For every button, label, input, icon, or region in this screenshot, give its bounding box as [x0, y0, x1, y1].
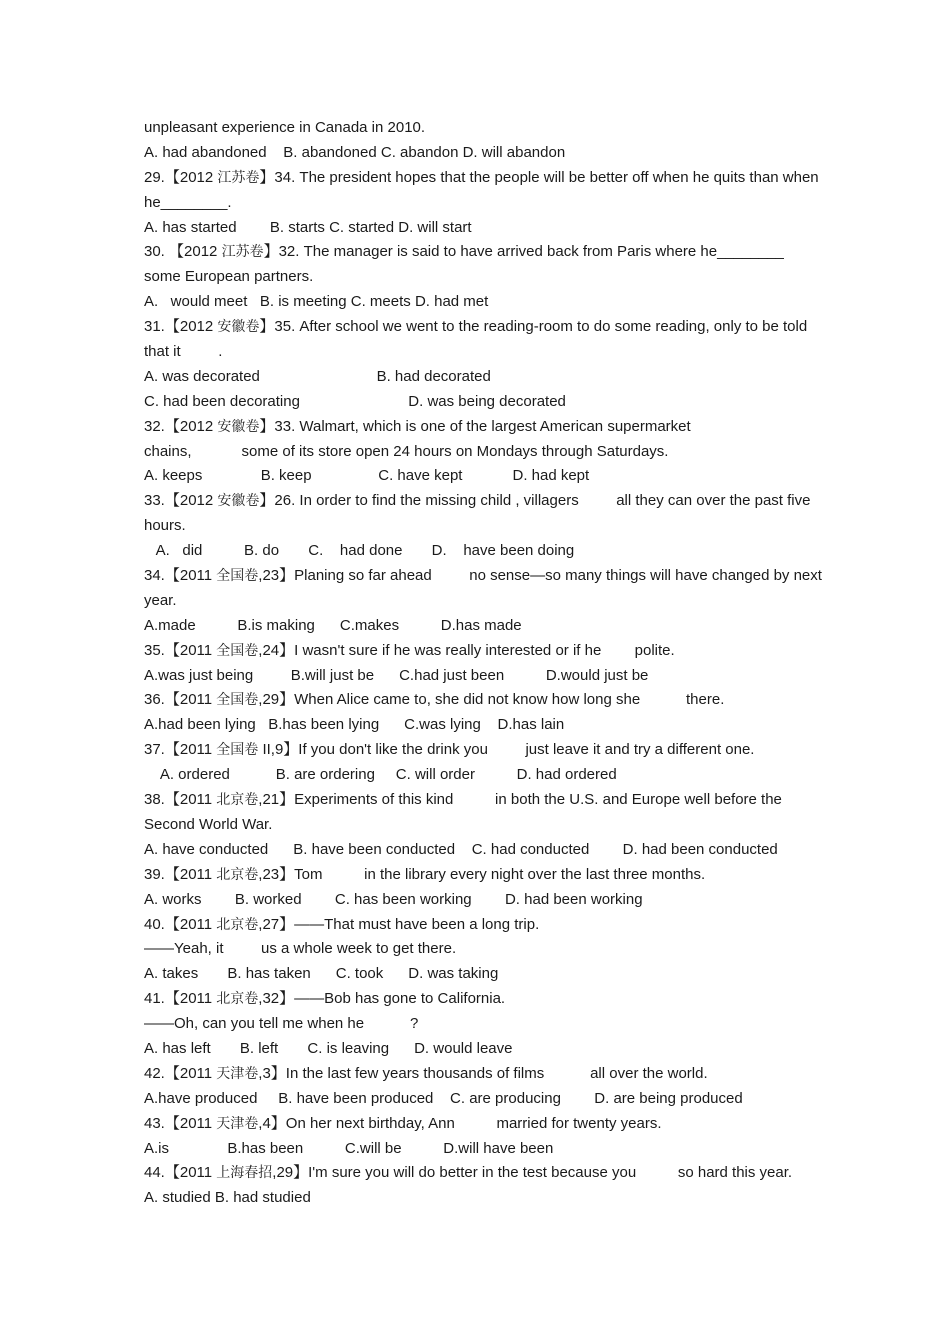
document-body — [144, 116, 822, 1211]
answer-options: A. have conducted B. have been conducted C. had conducted D. had been conducted — [144, 840, 778, 858]
text-line: that it . — [144, 343, 223, 361]
answer-options: A. has left B. left C. is leaving D. would leave — [144, 1039, 513, 1057]
answer-options: A.was just being B.will just be C.had just been D.would just be — [144, 666, 649, 684]
source-label: 天津卷 — [216, 1065, 259, 1082]
answer-options: A.made B.is making C.makes D.has made — [144, 616, 522, 634]
source-label: 安徽卷 — [217, 418, 260, 435]
question-36: 36.【2011 全国卷,29】When Alice came to, she did not know how long she there. — [144, 691, 725, 709]
question-35: 35.【2011 全国卷,24】I wasn't sure if he was really interested or if he polite. — [144, 641, 675, 659]
source-label: 北京卷 — [216, 866, 259, 883]
question-40: 40.【2011 北京卷,27】——That must have been a long trip. — [144, 915, 540, 933]
question-42: 42.【2011 天津卷,3】In the last few years thousands of films all over the world. — [144, 1064, 708, 1082]
answer-options: A.have produced B. have been produced C. are producing D. are being produced — [144, 1089, 743, 1107]
source-label: 北京卷 — [216, 916, 259, 933]
text-line: unpleasant experience in Canada in 2010. — [144, 119, 426, 136]
source-label: 北京卷 — [216, 792, 259, 809]
answer-options: A. keeps B. keep C. have kept D. had kept — [144, 467, 590, 485]
answer-options: A. had abandoned B. abandoned C. abandon D. will abandon — [144, 143, 566, 161]
question-37: 37.【2011 全国卷 II,9】If you don't like the drink you just leave it and try a different one. — [144, 741, 755, 759]
question-41: 41.【2011 北京卷,32】——Bob has gone to California. — [144, 990, 506, 1008]
answer-options: C. had been decorating D. was being decorated — [144, 392, 566, 410]
answer-options: A.is B.has been C.will be D.will have been — [144, 1139, 554, 1157]
source-label: 全国卷 — [216, 692, 259, 709]
question-43: 43.【2011 天津卷,4】On her next birthday, Ann married for twenty years. — [144, 1114, 662, 1132]
question-38: 38.【2011 北京卷,21】Experiments of this kind in both the U.S. and Europe well before the — [144, 791, 782, 809]
answer-options: A. has started B. starts C. started D. will start — [144, 218, 472, 236]
answer-options: A. ordered B. are ordering C. will order D. had ordered — [144, 766, 617, 784]
answer-options: A. studied B. had studied — [144, 1189, 311, 1207]
answer-options: A. works B. worked C. has been working D. had been working — [144, 890, 643, 908]
source-label: 全国卷 — [216, 742, 259, 759]
text-line: chains, some of its store open 24 hours on Mondays through Saturdays. — [144, 442, 669, 460]
answer-options: A. takes B. has taken C. took D. was taking — [144, 965, 499, 983]
answer-options: A. would meet B. is meeting C. meets D. had met — [144, 293, 489, 311]
source-label: 全国卷 — [216, 642, 259, 659]
text-line: some European partners. — [144, 268, 314, 286]
question-29: 29.【2012 江苏卷】34. The president hopes that the people will be better off when he quits than when — [144, 168, 819, 186]
source-label: 江苏卷 — [217, 169, 260, 186]
text-line: year. — [144, 591, 177, 609]
question-44: 44.【2011 上海春招,29】I'm sure you will do better in the test because you so hard this year. — [144, 1164, 793, 1182]
question-32: 32.【2012 安徽卷】33. Walmart, which is one of the largest American supermarket — [144, 417, 691, 435]
answer-options: A. did B. do C. had done D. have been doing — [144, 542, 575, 560]
source-label: 北京卷 — [216, 991, 259, 1008]
source-label: 安徽卷 — [217, 319, 260, 336]
text-line: hours. — [144, 517, 186, 535]
text-line: ——Yeah, it us a whole week to get there. — [144, 940, 457, 958]
source-label: 天津卷 — [216, 1115, 259, 1132]
answer-options: A.had been lying B.has been lying C.was lying D.has lain — [144, 716, 565, 734]
text-line: he________. — [144, 193, 232, 211]
question-33: 33.【2012 安徽卷】26. In order to find the missing child , villagers all they can over the past five — [144, 492, 811, 510]
source-label: 全国卷 — [216, 568, 259, 585]
question-30: 30. 【2012 江苏卷】32. The manager is said to have arrived back from Paris where he________ — [144, 243, 784, 261]
question-39: 39.【2011 北京卷,23】Tom in the library every night over the last three months. — [144, 865, 706, 883]
source-label: 安徽卷 — [217, 493, 260, 510]
text-line: Second World War. — [144, 815, 273, 833]
answer-options: A. was decorated B. had decorated — [144, 367, 491, 385]
source-label: 上海春招 — [216, 1165, 273, 1182]
question-31: 31.【2012 安徽卷】35. After school we went to the reading-room to do some reading, only to be told — [144, 318, 808, 336]
question-34: 34.【2011 全国卷,23】Planing so far ahead no sense—so many things will have changed by next — [144, 567, 822, 585]
source-label: 江苏卷 — [221, 244, 264, 261]
text-line: ——Oh, can you tell me when he ? — [144, 1015, 419, 1033]
